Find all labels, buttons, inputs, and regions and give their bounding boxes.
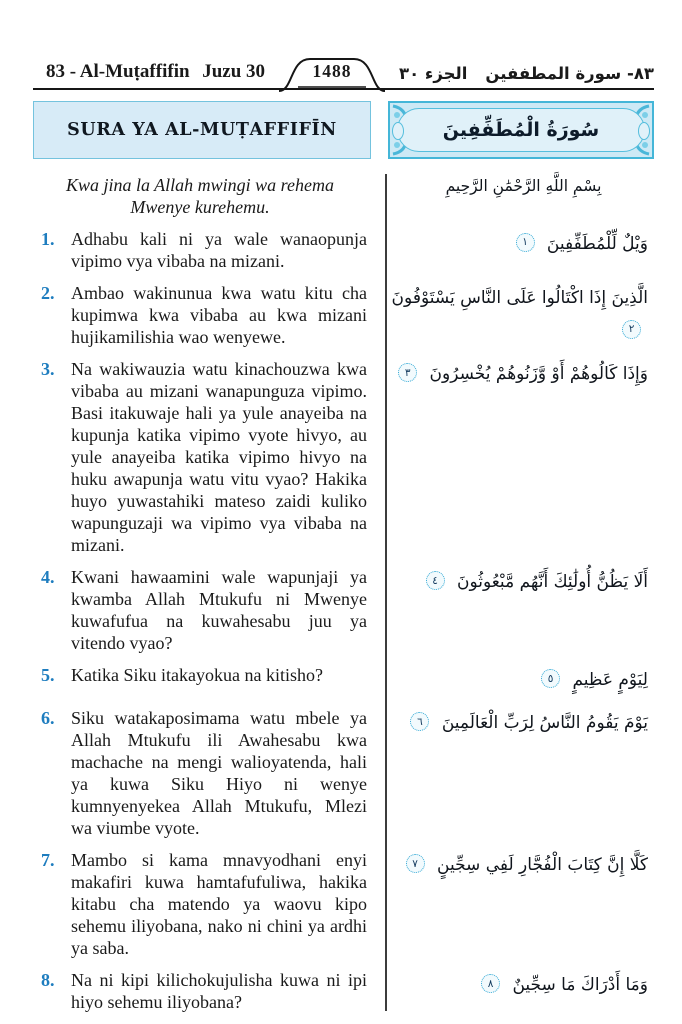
juzu-label-arabic: الجزء ٣٠: [399, 64, 468, 83]
verse-number: 1.: [41, 229, 55, 249]
verse-end-medallion: ١: [516, 233, 535, 252]
verse-arabic: [385, 849, 654, 882]
verse-translation-text: Ambao wakinunua kwa watu kitu cha kupimwa kwa vibaba au kwa mizani hujikamilishia wao wenyewe.: [71, 283, 367, 347]
verse-row: [33, 566, 654, 654]
verse-row: [33, 228, 654, 272]
sura-title-cartouche: [397, 108, 645, 152]
basmala-swahili: Kwa jina la Allah mwingi wa rehema Mwenye kurehemu.: [65, 175, 334, 217]
verse-arabic-text: يَوْمَ يَقُومُ النَّاسُ لِرَبِّ الْعَالَمِينَ: [441, 713, 648, 734]
verse-row: [33, 849, 654, 959]
verse-arabic: [385, 282, 654, 348]
verse-translation-text: Mambo si kama mnavyodhani enyi makafiri kuwa hamtafufuliwa, hakika kitabu cha matendo ya waovu kipo sehemu iliyobana, nako ni chini ya ardhi ya saba.: [71, 850, 367, 959]
verse-translation-text: Siku watakaposimama watu mbele ya Allah Mtukufu ili Awahesabu kwa machache na mengi walioyatenda, hali ya kuwa Siku Hiyo ni wenye kumnyenyekea Allah Mtukufu, Mlezi wa viumbe vyote.: [71, 708, 367, 839]
verse-translation-text: Na wakiwauzia watu kinachouzwa kwa vibaba au mizani wanapunguza vipimo. Basi itakuwaje hali ya yule anayeiba na kupunja katika vipimo vyote hivyo, au yule anayeiba katika vipimo hivyo na huku awapunja watu vitu vyao? Hakika huyo yuwastahiki mateso zaidi kuliko wapunguzaji wa vipimo vya vibaba na mizani.: [71, 359, 367, 556]
verse-translation-text: Adhabu kali ni ya wale wanaopunja vipimo vya vibaba na mizani.: [71, 229, 367, 271]
basmala-swahili-cell: [33, 172, 385, 218]
verse-columns: [33, 172, 654, 1013]
verse-arabic-text: وَيْلٌ لِّلْمُطَفِّفِينَ: [546, 234, 648, 254]
verse-number: 5.: [41, 665, 55, 686]
verse-arabic-text: وَإِذَا كَالُوهُمْ أَوْ وَّزَنُوهُمْ يُخْسِرُونَ: [429, 364, 648, 385]
verse-arabic-text: الَّذِينَ إِذَا اكْتَالُوا عَلَى النَّاسِ يَسْتَوْفُونَ: [391, 288, 648, 308]
basmala-arabic: بِسْمِ اللَّهِ الرَّحْمَٰنِ الرَّحِيمِ: [445, 177, 602, 195]
sura-title-box-latin: [33, 101, 371, 159]
verse-end-medallion: ٣: [398, 363, 417, 382]
verse-translation-text: Katika Siku itakayokua na kitisho?: [71, 665, 323, 686]
page-number-tab: [279, 54, 385, 92]
verse-row: [33, 707, 654, 839]
verse-number: 3.: [41, 359, 55, 380]
verse-end-medallion: ٧: [406, 854, 425, 873]
verse-swahili: [33, 969, 385, 1013]
sura-title-row: [33, 101, 654, 159]
verse-arabic-text: أَلَا يَظُنُّ أُولَٰئِكَ أَنَّهُم مَّبْعُوثُونَ: [456, 572, 648, 593]
verse-row: [33, 969, 654, 1013]
sura-title-box-arabic: [388, 101, 654, 159]
verse-swahili: [33, 849, 385, 959]
verse-arabic: [385, 566, 654, 599]
verse-arabic-text: لِيَوْمٍ عَظِيمٍ: [572, 670, 648, 691]
verse-number: 7.: [41, 850, 55, 871]
verse-number: 2.: [41, 283, 55, 303]
page-number: 1488: [312, 61, 352, 81]
verse-translation-text: Na ni kipi kilichokujulisha kuwa ni ipi hiyo sehemu iliyobana?: [71, 970, 367, 1013]
verse-arabic: [385, 969, 654, 1002]
verse-end-medallion: ٥: [541, 669, 560, 688]
verse-arabic: [385, 358, 654, 391]
verse-swahili: [33, 664, 385, 686]
verse-swahili: [33, 358, 385, 556]
verse-row: [33, 358, 654, 556]
verse-swahili: [33, 707, 385, 839]
page-header: [33, 50, 654, 90]
verse-row: [33, 664, 654, 697]
sura-title-arabic: سُورَةُ الْمُطَفِّفِينَ: [442, 119, 600, 141]
basmala-row: [33, 172, 654, 218]
verse-number: 6.: [41, 708, 55, 729]
verse-end-medallion: ٦: [410, 712, 429, 731]
verse-end-medallion: ٤: [426, 571, 445, 590]
sura-title-latin-header: 83 - Al-Muṭaffifin: [46, 61, 190, 82]
verse-arabic: [385, 228, 654, 261]
verse-arabic: [385, 664, 654, 697]
verse-arabic: [385, 707, 654, 740]
verse-row: [33, 282, 654, 348]
verse-end-medallion: ٢: [622, 320, 641, 339]
verse-translation-text: Kwani hawaamini wale wapunjaji ya kwamba Allah Mtukufu ni Mwenye kuwafufua na kuwahesabu juu ya vitendo vyao?: [71, 567, 367, 654]
verse-swahili: [33, 566, 385, 654]
verse-number: 4.: [41, 567, 55, 588]
verse-arabic-text: كَلَّا إِنَّ كِتَابَ الْفُجَّارِ لَفِي سِجِّينٍ: [437, 855, 648, 876]
verse-number: 8.: [41, 970, 55, 991]
verse-swahili: [33, 282, 385, 348]
verse-arabic-text: وَمَا أَدْرَاكَ مَا سِجِّينٌ: [512, 975, 648, 996]
column-divider: [385, 174, 387, 1011]
sura-title-arabic-header: ٨٣- سورة المطففين: [485, 64, 654, 83]
page-content: [33, 0, 654, 1013]
verse-end-medallion: ٨: [481, 974, 500, 993]
verse-swahili: [33, 228, 385, 272]
juzu-label: Juzu 30: [202, 61, 266, 82]
sura-title-latin: SURA YA AL-MUṬAFFIFĪN: [67, 120, 337, 140]
